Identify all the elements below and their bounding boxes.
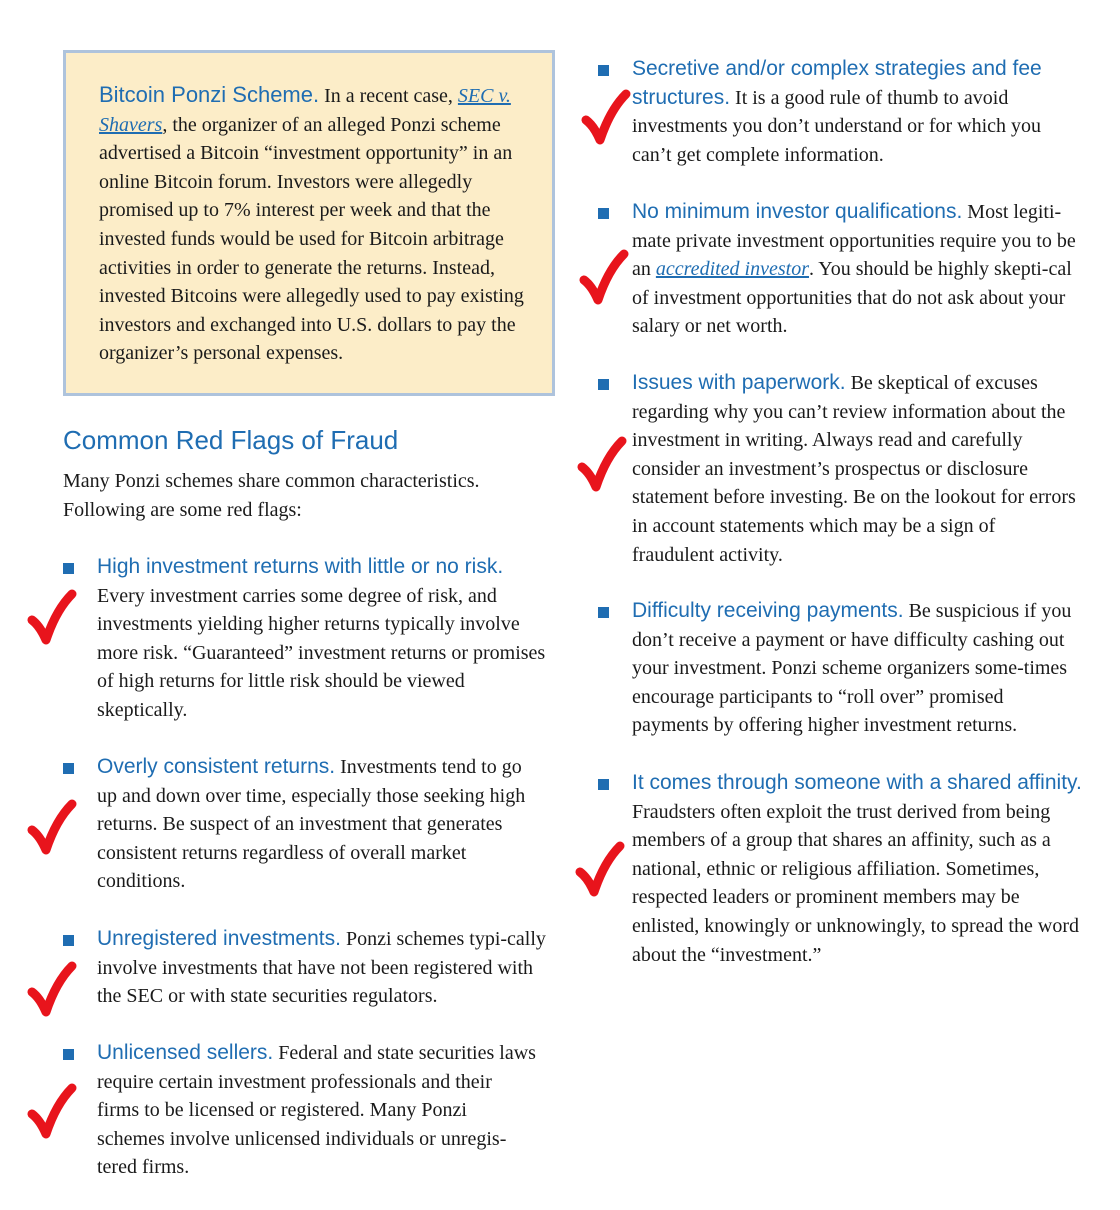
- section-title: Common Red Flags of Fraud: [63, 425, 399, 455]
- bullet-icon: [63, 935, 74, 946]
- flag-title: Unregistered investments.: [97, 927, 341, 950]
- bullet-icon: [598, 607, 609, 618]
- accredited-investor-link[interactable]: accredited investor: [655, 258, 809, 281]
- flag-body: Most legiti-mate private investment opportunities require you to be an: [632, 201, 1076, 281]
- flag-title: Issues with paperwork.: [632, 371, 846, 394]
- check-icon: [574, 840, 626, 900]
- flag-body: Ponzi schemes typi-cally involve investments that have not been registered with the SEC or with state securities regulators.: [97, 928, 546, 1008]
- flag-body: Federal and state securities laws require certain investment professionals and their firms to be licensed or registered. Many Ponzi schemes involve unlicensed individuals or unregis-tered firms.: [97, 1042, 536, 1179]
- bullet-icon: [598, 65, 609, 76]
- check-icon: [26, 960, 78, 1020]
- check-icon: [26, 1082, 78, 1142]
- section-intro: Many Ponzi schemes share common characteristics. Following are some red flags:: [63, 470, 480, 521]
- flag-title: Unlicensed sellers.: [97, 1041, 274, 1064]
- flag-title: It comes through someone with a shared affinity.: [632, 771, 1082, 794]
- flag-title: Overly consistent returns.: [97, 755, 336, 778]
- flag-title: No minimum investor qualifications.: [632, 200, 963, 223]
- flag-body: Every investment carries some degree of risk, and investments yielding higher returns typically involve more risk. “Guaranteed” investment returns or promises of high returns for little risk should be viewed skeptically.: [97, 584, 546, 721]
- flag-body: Fraudsters often exploit the trust derived from being members of a group that shares an affinity, such as a national, ethnic or religious affiliation. Sometimes, respected leaders or prominent members may be enlisted, knowingly or unknowingly, to spread the word about the “investment.”: [632, 800, 1079, 966]
- check-icon: [576, 435, 628, 495]
- flag-body: Investments tend to go up and down over time, especially those seeking high returns. Be suspect of an investment that generates consistent returns regardless of overall market conditions.: [97, 756, 526, 893]
- bullet-icon: [598, 208, 609, 219]
- check-icon: [580, 88, 632, 148]
- callout-lead: In a recent case,: [319, 85, 458, 107]
- check-icon: [26, 798, 78, 858]
- bullet-icon: [598, 379, 609, 390]
- bullet-icon: [63, 563, 74, 574]
- bitcoin-callout-box: [63, 50, 555, 396]
- bullet-icon: [598, 779, 609, 790]
- flag-body: Be suspicious if you don’t receive a payment or have difficulty cashing out your investment. Ponzi scheme organizers some-times encourage participants to “roll over” promised payments by offering higher investment returns.: [632, 600, 1072, 737]
- flag-title: Difficulty receiving payments.: [632, 599, 904, 622]
- bullet-icon: [63, 1049, 74, 1060]
- flag-title: Secretive and/or complex strategies and fee structures.: [632, 57, 1042, 109]
- flag-body: Be skeptical of excuses regarding why you can’t review information about the investment in writing. Always read and carefully consider an investment’s prospectus or disclosure statement before investing. Be on the lookout for errors in account statements which may be a sign of fraudulent activity.: [632, 372, 1076, 566]
- callout-body: , the organizer of an alleged Ponzi scheme advertised a Bitcoin “investment opportunity” in an online Bitcoin forum. Investors were allegedly promised up to 7% interest per week and that the invested funds would be used for Bitcoin arbitrage activities in order to generate the returns. Instead, invested Bitcoins were allegedly used to pay existing investors and exchanged into U.S. dollars to pay the organizer’s personal expenses.: [99, 113, 524, 365]
- bullet-icon: [63, 763, 74, 774]
- sec-v-shavers-link[interactable]: SEC v. Shavers: [99, 85, 511, 136]
- check-icon: [578, 248, 630, 308]
- flag-title: High investment returns with little or no risk.: [97, 555, 504, 578]
- check-icon: [26, 588, 78, 648]
- flag-body: It is a good rule of thumb to avoid investments you don’t understand or for which you can’t get complete information.: [632, 86, 1042, 166]
- callout-heading: Bitcoin Ponzi Scheme.: [99, 82, 320, 107]
- flag-body-cont: . You should be highly skepti-cal of investment opportunities that do not ask about your salary or net worth.: [632, 258, 1072, 338]
